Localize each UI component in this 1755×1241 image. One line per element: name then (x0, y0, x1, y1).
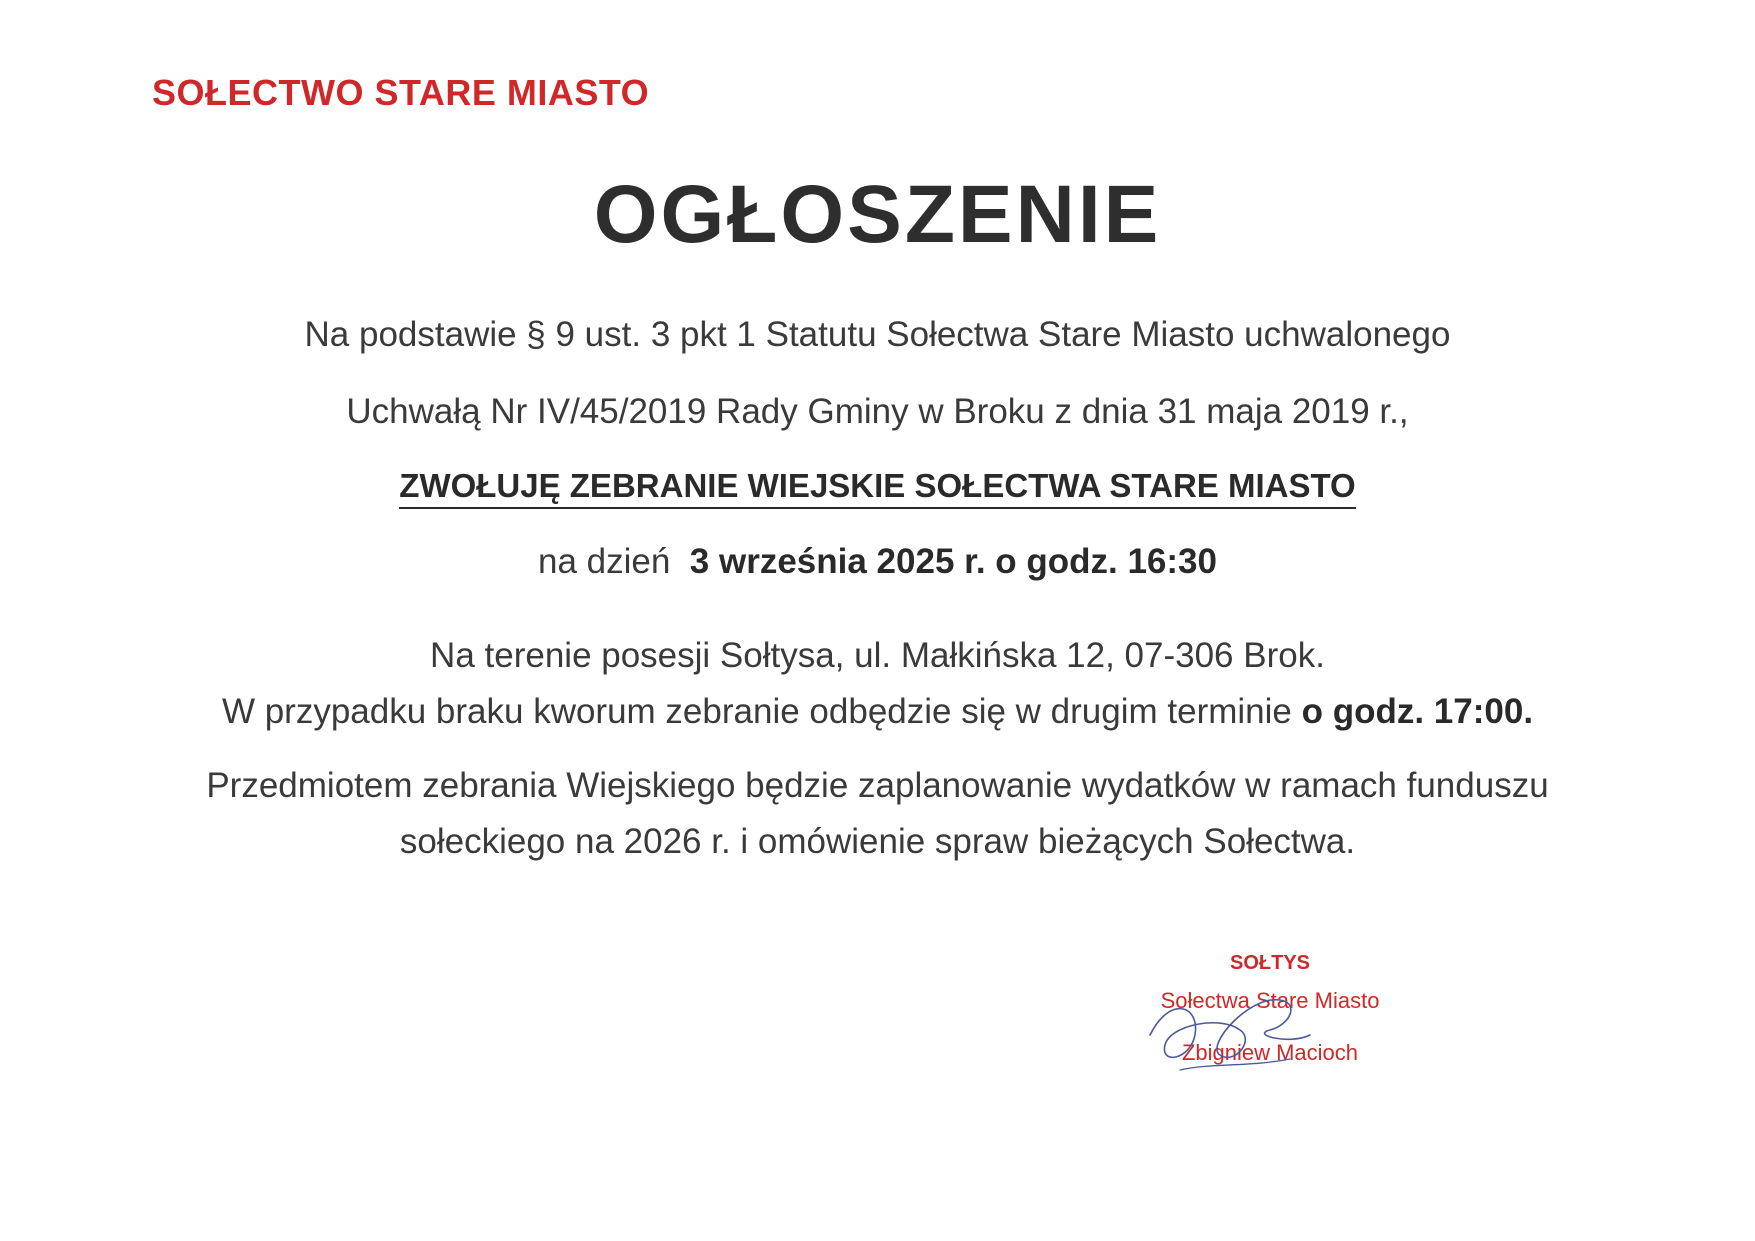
signature-role: SOŁTYS (1229, 952, 1310, 974)
legal-basis-line-1: Na podstawie § 9 ust. 3 pkt 1 Statutu Sołectwa Stare Miasto uchwalonego (304, 315, 1451, 354)
page-title: OGŁOSZENIE (593, 169, 1162, 260)
meeting-date-line (0, 542, 1755, 582)
date-prefix: na dzień (538, 542, 671, 581)
meeting-date: 3 września 2025 r. o godz. 16:30 (689, 542, 1217, 581)
purpose-line-2: sołeckiego na 2026 r. i omówienie spraw bieżących Sołectwa. (399, 822, 1356, 861)
legal-basis-line-2: Uchwałą Nr IV/45/2019 Rady Gminy w Broku z dnia 31 maja 2019 r., (346, 392, 1409, 431)
convene-line (0, 466, 1755, 509)
signature-organization: Sołectwa Stare Miasto (1160, 988, 1380, 1013)
second-term-prefix: W przypadku braku kworum zebranie odbędzie się w drugim terminie (221, 692, 1292, 731)
second-term-time: o godz. 17:00. (1301, 692, 1534, 731)
second-term-line (0, 692, 1755, 732)
organization-header: SOŁECTWO STARE MIASTO (152, 72, 650, 113)
convene-heading: ZWOŁUJĘ ZEBRANIE WIEJSKIE SOŁECTWA STARE MIASTO (399, 467, 1355, 509)
location-line: Na terenie posesji Sołtysa, ul. Małkińska 12, 07-306 Brok. (430, 636, 1325, 675)
purpose-line-1: Przedmiotem zebrania Wiejskiego będzie zaplanowanie wydatków w ramach funduszu (206, 766, 1549, 805)
signature-name: Zbigniew Macioch (1181, 1040, 1359, 1065)
